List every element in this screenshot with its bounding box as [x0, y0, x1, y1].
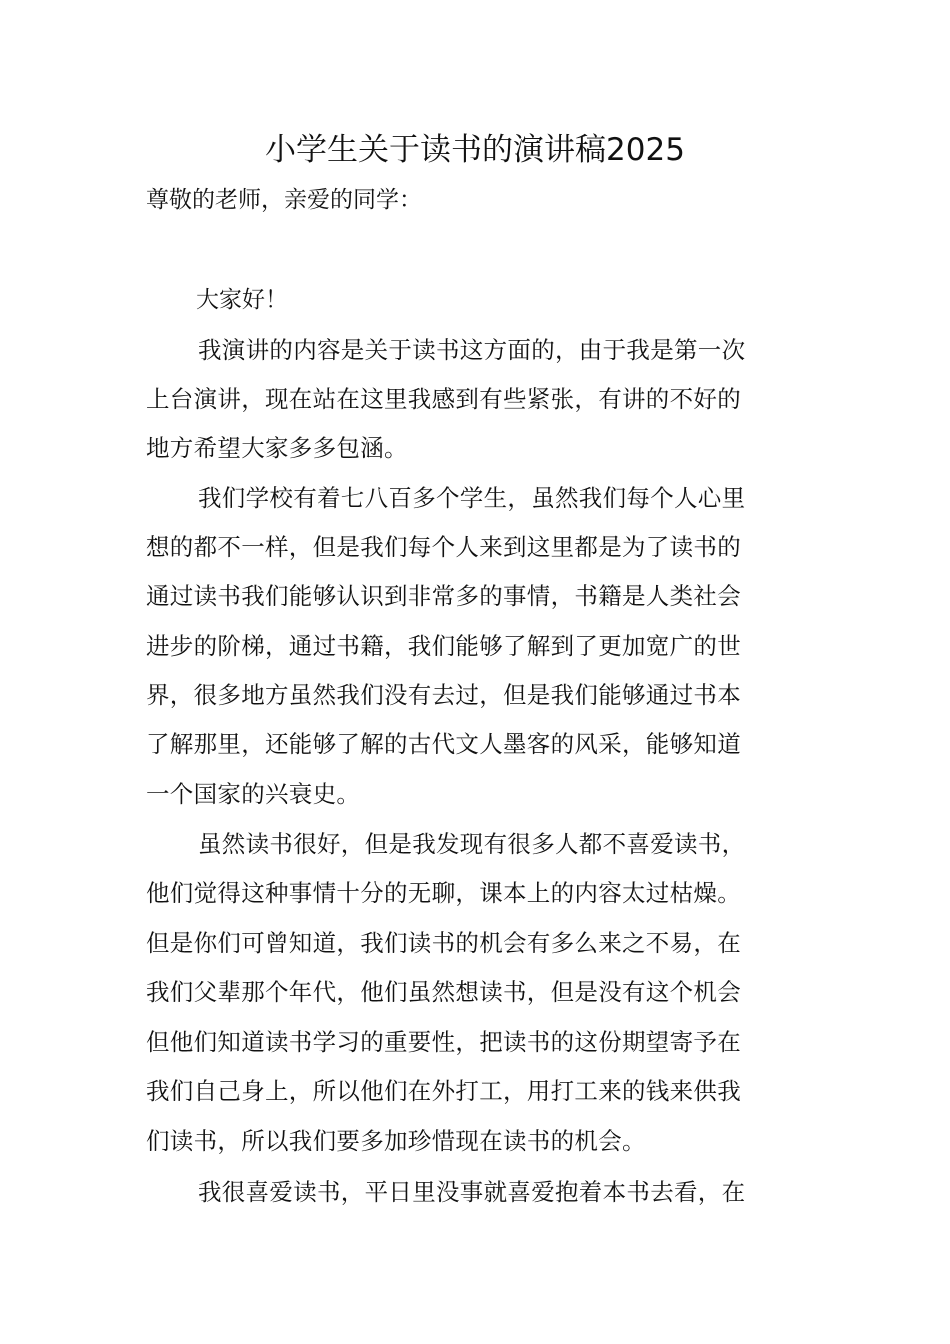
paragraph-2-line-2: 想的都不一样，但是我们每个人来到这里都是为了读书的 [146, 533, 741, 561]
paragraph-1-line-2: 上台演讲，现在站在这里我感到有些紧张，有讲的不好的 [146, 385, 741, 413]
paragraph-2-line-1: 我们学校有着七八百多个学生，虽然我们每个人心里 [198, 484, 746, 512]
paragraph-2-line-7: 一个国家的兴衰史。 [146, 780, 361, 808]
paragraph-3-line-1: 虽然读书很好，但是我发现有很多人都不喜爱读书， [198, 830, 746, 858]
paragraph-2-line-3: 通过读书我们能够认识到非常多的事情，书籍是人类社会 [146, 582, 741, 610]
paragraph-3-line-5: 但他们知道读书学习的重要性，把读书的这份期望寄予在 [146, 1028, 741, 1056]
paragraph-2-line-5: 界，很多地方虽然我们没有去过，但是我们能够通过书本 [146, 681, 741, 709]
salutation: 尊敬的老师，亲爱的同学： [146, 187, 422, 213]
opening-greeting: 大家好！ [196, 287, 288, 313]
paragraph-3-line-2: 他们觉得这种事情十分的无聊，课本上的内容太过枯燥。 [146, 879, 741, 907]
paragraph-3-line-6: 我们自己身上，所以他们在外打工，用打工来的钱来供我 [146, 1077, 741, 1105]
paragraph-2-line-4: 进步的阶梯，通过书籍，我们能够了解到了更加宽广的世 [146, 632, 741, 660]
paragraph-2-line-6: 了解那里，还能够了解的古代文人墨客的风采，能够知道 [146, 730, 741, 758]
document-title: 小学生关于读书的演讲稿2025 [265, 132, 685, 168]
paragraph-3-line-4: 我们父辈那个年代，他们虽然想读书，但是没有这个机会 [146, 978, 741, 1006]
paragraph-1-line-1: 我演讲的内容是关于读书这方面的，由于我是第一次 [198, 336, 746, 364]
paragraph-1-line-3: 地方希望大家多多包涵。 [146, 434, 408, 462]
paragraph-3-line-3: 但是你们可曾知道，我们读书的机会有多么来之不易，在 [146, 929, 741, 957]
paragraph-3-line-7: 们读书，所以我们要多加珍惜现在读书的机会。 [146, 1127, 646, 1155]
paragraph-4-line-1: 我很喜爱读书，平日里没事就喜爱抱着本书去看，在 [198, 1178, 746, 1206]
